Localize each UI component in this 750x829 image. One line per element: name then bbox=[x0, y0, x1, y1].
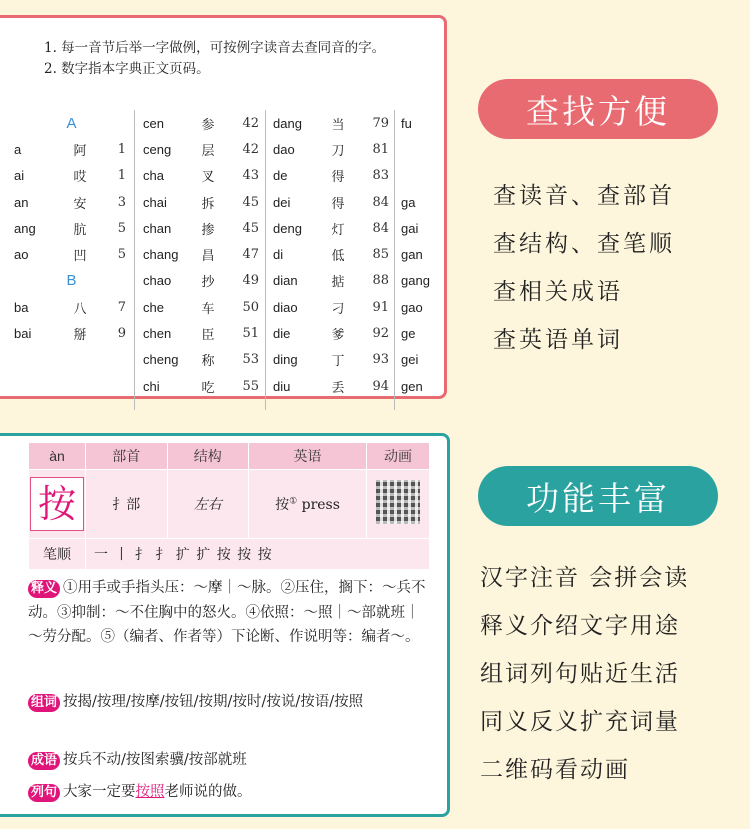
qr-code-icon[interactable] bbox=[376, 480, 420, 524]
index-pinyin: chan bbox=[143, 220, 172, 236]
index-pinyin: gen bbox=[401, 378, 423, 394]
index-pinyin: chi bbox=[143, 378, 160, 394]
stroke-order: 一 丨 扌 扌 扩 扩 按 按 按 bbox=[86, 539, 430, 570]
definition-tag: 释义 bbox=[28, 580, 60, 598]
index-page: 1 bbox=[117, 141, 126, 157]
entry-qr-cell bbox=[367, 470, 430, 539]
index-entry bbox=[401, 215, 445, 241]
index-pinyin: diao bbox=[273, 299, 298, 315]
index-entry bbox=[143, 268, 261, 294]
index-pinyin: dian bbox=[273, 273, 298, 289]
index-pinyin: cheng bbox=[143, 352, 179, 368]
index-char: 叉 bbox=[201, 170, 215, 186]
index-pinyin: ao bbox=[14, 247, 29, 263]
index-page: 9 bbox=[117, 326, 126, 342]
index-pinyin: gan bbox=[401, 247, 423, 263]
stroke-order-label: 笔顺 bbox=[29, 539, 86, 570]
index-char: 八 bbox=[73, 301, 87, 317]
index-char: 层 bbox=[201, 143, 215, 159]
idiom-text: 按兵不动/按图索骥/按部就班 bbox=[63, 752, 247, 768]
index-pinyin: di bbox=[273, 247, 284, 263]
entry-char-cell bbox=[29, 470, 86, 539]
index-pinyin: che bbox=[143, 299, 164, 315]
index-pinyin: ga bbox=[401, 194, 416, 210]
index-entry bbox=[143, 215, 261, 241]
idiom-tag: 成语 bbox=[28, 752, 60, 770]
index-entry bbox=[401, 163, 445, 189]
feature-item: 查相关成语 bbox=[493, 279, 623, 305]
index-char: 肮 bbox=[73, 222, 87, 238]
index-pinyin: ceng bbox=[143, 141, 172, 157]
index-pinyin: dang bbox=[273, 115, 302, 131]
index-char: 拆 bbox=[201, 196, 215, 212]
index-page: 3 bbox=[117, 194, 126, 210]
index-pinyin: diu bbox=[273, 378, 291, 394]
index-note: 2. 数字指本字典正文页码。 bbox=[44, 61, 210, 77]
index-char: 昌 bbox=[201, 249, 215, 265]
example-tag: 列句 bbox=[28, 784, 60, 802]
word-group-section bbox=[28, 690, 433, 715]
index-page: 42 bbox=[242, 141, 259, 157]
index-page: 42 bbox=[242, 115, 259, 131]
index-pinyin: ai bbox=[14, 168, 25, 184]
index-entry bbox=[273, 373, 391, 399]
word-group-text: 按揭/按理/按摩/按钮/按期/按时/按说/按语/按照 bbox=[63, 694, 364, 710]
pinyin-index-panel bbox=[0, 15, 447, 399]
index-pinyin: dei bbox=[273, 194, 291, 210]
index-entry bbox=[143, 189, 261, 215]
header-animation: 动画 bbox=[367, 443, 430, 470]
index-pinyin: chai bbox=[143, 194, 167, 210]
index-entry bbox=[401, 241, 445, 267]
index-entry bbox=[143, 373, 261, 399]
index-entry bbox=[273, 136, 391, 162]
entry-radical: 扌部 bbox=[86, 470, 168, 539]
index-entry bbox=[273, 320, 391, 346]
index-page: 91 bbox=[372, 299, 389, 315]
feature-item: 查读音、查部首 bbox=[493, 183, 675, 209]
index-pinyin: chao bbox=[143, 273, 172, 289]
index-char: 凹 bbox=[73, 249, 87, 265]
index-entry bbox=[401, 110, 445, 136]
index-char: 车 bbox=[201, 301, 215, 317]
index-page: 51 bbox=[242, 326, 259, 342]
index-entry bbox=[401, 347, 445, 373]
index-entry bbox=[273, 347, 391, 373]
index-char: 臣 bbox=[201, 328, 215, 344]
index-entry bbox=[143, 294, 261, 320]
index-entry bbox=[401, 136, 445, 162]
index-page: 5 bbox=[117, 220, 126, 236]
column-divider bbox=[134, 110, 135, 410]
index-entry bbox=[14, 241, 129, 267]
definition-text: ①用手或手指头压：～摩｜～脉。②压住，搁下：～兵不动。③抑制：～不住胸中的怒火。④依照：～照｜～部就班｜～劳分配。⑤（编者、作者等）下论断、作说明等：编者～。 bbox=[28, 580, 426, 645]
entry-table bbox=[28, 442, 430, 570]
index-char: 掂 bbox=[331, 275, 345, 291]
index-char: 丁 bbox=[331, 354, 345, 370]
index-page: 92 bbox=[372, 326, 389, 342]
index-page: 94 bbox=[372, 378, 389, 394]
index-entry bbox=[143, 241, 261, 267]
index-entry bbox=[14, 189, 129, 215]
index-letter-heading bbox=[14, 110, 129, 136]
index-page: 81 bbox=[372, 141, 389, 157]
index-letter-heading bbox=[14, 268, 129, 294]
index-page: 7 bbox=[117, 299, 126, 315]
index-pinyin: ge bbox=[401, 326, 416, 342]
index-pinyin: cen bbox=[143, 115, 164, 131]
index-char: 哎 bbox=[73, 170, 87, 186]
rich-features-badge: 功能丰富 bbox=[478, 466, 718, 526]
index-pinyin: dao bbox=[273, 141, 295, 157]
index-entry bbox=[14, 163, 129, 189]
index-entry bbox=[273, 215, 391, 241]
feature-item: 二维码看动画 bbox=[480, 757, 630, 783]
index-pinyin: a bbox=[14, 141, 22, 157]
index-char: 低 bbox=[331, 249, 345, 265]
index-page: 55 bbox=[242, 378, 259, 394]
feature-item: 汉字注音 会拼会读 bbox=[480, 565, 690, 591]
index-entry bbox=[273, 163, 391, 189]
index-entry bbox=[401, 294, 445, 320]
header-structure: 结构 bbox=[167, 443, 249, 470]
index-char: 丢 bbox=[331, 380, 345, 396]
rich-features-list bbox=[480, 554, 689, 794]
index-entry bbox=[14, 215, 129, 241]
index-pinyin: chang bbox=[143, 247, 179, 263]
feature-item: 释义介绍文字用途 bbox=[480, 613, 680, 639]
index-pinyin: gang bbox=[401, 273, 430, 289]
index-pinyin: fu bbox=[401, 115, 412, 131]
definition-section bbox=[28, 576, 433, 650]
example-sentence-section bbox=[28, 780, 433, 805]
index-page: 45 bbox=[242, 220, 259, 236]
index-entry bbox=[143, 347, 261, 373]
index-char: 抄 bbox=[201, 275, 215, 291]
index-entry bbox=[401, 373, 445, 399]
index-notes bbox=[44, 38, 385, 80]
entry-pinyin: àn bbox=[29, 443, 86, 470]
index-column-d bbox=[273, 110, 391, 399]
index-pinyin: deng bbox=[273, 220, 302, 236]
index-entry bbox=[273, 268, 391, 294]
index-page: 49 bbox=[242, 273, 259, 289]
index-char: 掰 bbox=[73, 328, 87, 344]
index-pinyin: bai bbox=[14, 326, 32, 342]
index-char: 掺 bbox=[201, 222, 215, 238]
feature-item: 组词列句贴近生活 bbox=[480, 661, 680, 687]
english-sense: ① bbox=[289, 496, 298, 507]
index-page: 47 bbox=[242, 247, 259, 263]
index-letter: B bbox=[66, 272, 77, 290]
index-char: 得 bbox=[331, 170, 345, 186]
header-english: 英语 bbox=[249, 443, 367, 470]
index-char: 刁 bbox=[331, 301, 345, 317]
index-page: 85 bbox=[372, 247, 389, 263]
convenient-lookup-badge: 查找方便 bbox=[478, 79, 718, 139]
index-pinyin: ding bbox=[273, 352, 298, 368]
index-column-a-b bbox=[14, 110, 129, 347]
entry-structure: 左右 bbox=[167, 470, 249, 539]
idiom-section bbox=[28, 748, 433, 773]
index-char: 参 bbox=[201, 117, 215, 133]
index-pinyin: gao bbox=[401, 299, 423, 315]
feature-item: 查结构、查笔顺 bbox=[493, 231, 675, 257]
index-pinyin: an bbox=[14, 194, 29, 210]
index-char: 阿 bbox=[73, 143, 87, 159]
index-char: 吃 bbox=[201, 380, 215, 396]
index-entry bbox=[401, 268, 445, 294]
index-page: 84 bbox=[372, 220, 389, 236]
index-pinyin: cha bbox=[143, 168, 164, 184]
entry-char: 按 bbox=[30, 477, 84, 531]
english-char: 按 bbox=[275, 497, 290, 513]
index-page: 5 bbox=[117, 247, 126, 263]
index-char: 安 bbox=[73, 196, 87, 212]
index-char: 刀 bbox=[331, 143, 345, 159]
example-pre: 大家一定要 bbox=[63, 784, 136, 800]
index-page: 84 bbox=[372, 194, 389, 210]
column-divider bbox=[265, 110, 266, 410]
index-char: 当 bbox=[331, 117, 345, 133]
index-entry bbox=[273, 110, 391, 136]
word-group-tag: 组词 bbox=[28, 694, 60, 712]
index-pinyin: chen bbox=[143, 326, 172, 342]
index-char: 称 bbox=[201, 354, 215, 370]
example-post: 老师说的做。 bbox=[164, 784, 252, 800]
dictionary-entry-panel bbox=[0, 433, 450, 817]
index-char: 爹 bbox=[331, 328, 345, 344]
column-divider bbox=[394, 110, 395, 410]
index-page: 45 bbox=[242, 194, 259, 210]
lookup-features-list bbox=[493, 172, 675, 364]
index-letter: A bbox=[66, 114, 77, 132]
index-page: 53 bbox=[242, 352, 259, 368]
index-column-f-g bbox=[401, 110, 445, 399]
index-entry bbox=[143, 110, 261, 136]
index-page: 83 bbox=[372, 168, 389, 184]
header-radical: 部首 bbox=[86, 443, 168, 470]
index-entry bbox=[14, 136, 129, 162]
english-word: press bbox=[301, 497, 340, 513]
index-page: 1 bbox=[117, 168, 126, 184]
index-entry bbox=[143, 136, 261, 162]
index-pinyin: gai bbox=[401, 220, 419, 236]
feature-item: 同义反义扩充词量 bbox=[480, 709, 680, 735]
index-pinyin: gei bbox=[401, 352, 419, 368]
entry-english bbox=[249, 470, 367, 539]
feature-item: 查英语单词 bbox=[493, 327, 623, 353]
index-pinyin: ang bbox=[14, 220, 36, 236]
index-pinyin: die bbox=[273, 326, 291, 342]
index-entry bbox=[273, 294, 391, 320]
index-page: 88 bbox=[372, 273, 389, 289]
index-pinyin: ba bbox=[14, 299, 29, 315]
index-char: 灯 bbox=[331, 222, 345, 238]
index-page: 43 bbox=[242, 168, 259, 184]
index-char: 得 bbox=[331, 196, 345, 212]
example-highlight: 按照 bbox=[135, 784, 165, 800]
index-entry bbox=[273, 189, 391, 215]
index-page: 50 bbox=[242, 299, 259, 315]
index-entry bbox=[143, 320, 261, 346]
index-column-c bbox=[143, 110, 261, 399]
index-pinyin: de bbox=[273, 168, 288, 184]
index-entry bbox=[273, 241, 391, 267]
index-entry bbox=[401, 320, 445, 346]
index-entry bbox=[143, 163, 261, 189]
index-entry bbox=[14, 294, 129, 320]
index-note: 1. 每一音节后举一字做例，可按例字读音去查同音的字。 bbox=[44, 40, 386, 56]
index-page: 79 bbox=[372, 115, 389, 131]
index-entry bbox=[14, 320, 129, 346]
index-page: 93 bbox=[372, 352, 389, 368]
index-entry bbox=[401, 189, 445, 215]
